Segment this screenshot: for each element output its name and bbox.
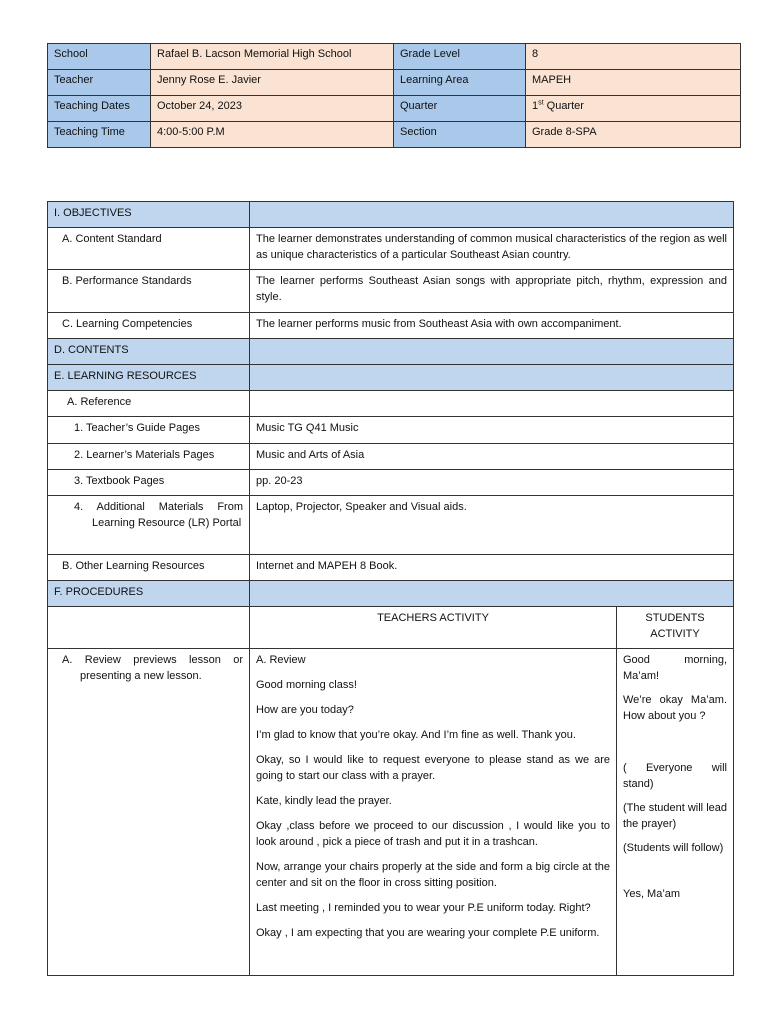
info-row xyxy=(48,96,741,122)
info-row xyxy=(48,122,741,148)
section-heading: D. CONTENTS xyxy=(48,339,250,365)
row-text: Music and Arts of Asia xyxy=(250,444,734,470)
info-value: 4:00-5:00 P.M xyxy=(151,122,394,148)
student-line: (The student will lead the prayer) xyxy=(623,802,727,830)
row-label: 1. Teacher’s Guide Pages xyxy=(48,417,250,444)
review-row xyxy=(48,649,734,976)
section-heading: F. PROCEDURES xyxy=(48,581,250,607)
row-label: C. Learning Competencies xyxy=(48,313,250,339)
teacher-line: A. Review xyxy=(256,654,306,666)
info-value: MAPEH xyxy=(526,70,741,96)
row-label: A. Reference xyxy=(48,391,250,417)
row-label: B. Other Learning Resources xyxy=(48,555,250,581)
info-value: Grade 8-SPA xyxy=(526,122,741,148)
info-value: 8 xyxy=(526,44,741,70)
student-line: (Students will follow) xyxy=(623,842,724,854)
row-text: The learner performs Southeast Asian songs with appropriate pitch, rhythm, expression and style. xyxy=(250,270,734,313)
procedures-row xyxy=(48,581,734,607)
teacher-line: How are you today? xyxy=(256,704,354,716)
quarter-ordinal: st xyxy=(538,99,544,107)
section-heading: I. OBJECTIVES xyxy=(48,202,250,228)
info-label: Section xyxy=(394,122,526,148)
info-label: Teacher xyxy=(48,70,151,96)
teacher-line: Okay , I am expecting that you are wearing your complete P.E uniform. xyxy=(256,927,600,939)
student-line: ( Everyone will stand) xyxy=(623,762,727,790)
info-label: Teaching Time xyxy=(48,122,151,148)
info-value: Rafael B. Lacson Memorial High School xyxy=(151,44,394,70)
teachers-activity-heading: TEACHERS ACTIVITY xyxy=(250,607,617,649)
info-value: Jenny Rose E. Javier xyxy=(151,70,394,96)
teachers-guide-row xyxy=(48,417,734,444)
row-text: Internet and MAPEH 8 Book. xyxy=(250,555,734,581)
activity-header-row xyxy=(48,607,734,649)
info-label: Learning Area xyxy=(394,70,526,96)
textbook-row xyxy=(48,470,734,496)
row-label: 2. Learner’s Materials Pages xyxy=(48,444,250,470)
info-row xyxy=(48,44,741,70)
review-label: A. Review previews lesson or presenting a new lesson. xyxy=(62,654,243,682)
row-label: A. Content Standard xyxy=(48,228,250,270)
quarter-number: 1 xyxy=(532,100,539,112)
info-label: Quarter xyxy=(394,96,526,122)
info-label: Teaching Dates xyxy=(48,96,151,122)
other-resources-row xyxy=(48,555,734,581)
row-text: The learner performs music from Southeast Asia with own accompaniment. xyxy=(250,313,734,339)
content-standard-row xyxy=(48,228,734,270)
learning-resources-row xyxy=(48,365,734,391)
row-text: pp. 20-23 xyxy=(250,470,734,496)
additional-materials-row xyxy=(48,496,734,555)
teacher-line: Okay ,class before we proceed to our discussion , I would like you to look around , pick a piece of trash and put it in a trashcan. xyxy=(256,820,610,848)
student-line: Yes, Ma’am xyxy=(623,888,681,900)
student-activity-cell xyxy=(617,649,734,976)
contents-row xyxy=(48,339,734,365)
objectives-row xyxy=(48,202,734,228)
info-value: October 24, 2023 xyxy=(151,96,394,122)
student-line: Good morning, Ma’am! xyxy=(623,654,727,682)
info-label: School xyxy=(48,44,151,70)
learners-materials-row xyxy=(48,444,734,470)
row-label: 3. Textbook Pages xyxy=(48,470,250,496)
quarter-value xyxy=(526,96,741,122)
teacher-line: Last meeting , I reminded you to wear your P.E uniform today. Right? xyxy=(256,902,591,914)
row-label: B. Performance Standards xyxy=(48,270,250,313)
row-text: Music TG Q41 Music xyxy=(250,417,734,444)
teacher-activity-cell xyxy=(250,649,617,976)
students-activity-heading: STUDENTS ACTIVITY xyxy=(617,607,734,649)
info-label: Grade Level xyxy=(394,44,526,70)
teacher-line: I’m glad to know that you’re okay. And I’m fine as well. Thank you. xyxy=(256,729,576,741)
student-line: We’re okay Ma’am. How about you ? xyxy=(623,694,727,722)
quarter-word: Quarter xyxy=(546,100,584,112)
teacher-line: Good morning class! xyxy=(256,679,357,691)
row-text: The learner demonstrates understanding of common musical characteristics of the region as well as unique characteristics of a particular Southeast Asian country. xyxy=(250,228,734,270)
performance-standards-row xyxy=(48,270,734,313)
reference-row xyxy=(48,391,734,417)
lesson-plan-table xyxy=(47,201,734,976)
row-label: 4. Additional Materials From Learning Resource (LR) Portal xyxy=(74,501,243,529)
info-row xyxy=(48,70,741,96)
section-heading: E. LEARNING RESOURCES xyxy=(48,365,250,391)
info-table xyxy=(47,43,741,148)
teacher-line: Now, arrange your chairs properly at the side and form a big circle at the center and sit on the floor in cross sitting position. xyxy=(256,861,610,889)
teacher-line: Okay, so I would like to request everyone to please stand as we are going to start our class with a prayer. xyxy=(256,754,610,782)
teacher-line: Kate, kindly lead the prayer. xyxy=(256,795,392,807)
learning-competencies-row xyxy=(48,313,734,339)
row-text: Laptop, Projector, Speaker and Visual aids. xyxy=(250,496,734,555)
